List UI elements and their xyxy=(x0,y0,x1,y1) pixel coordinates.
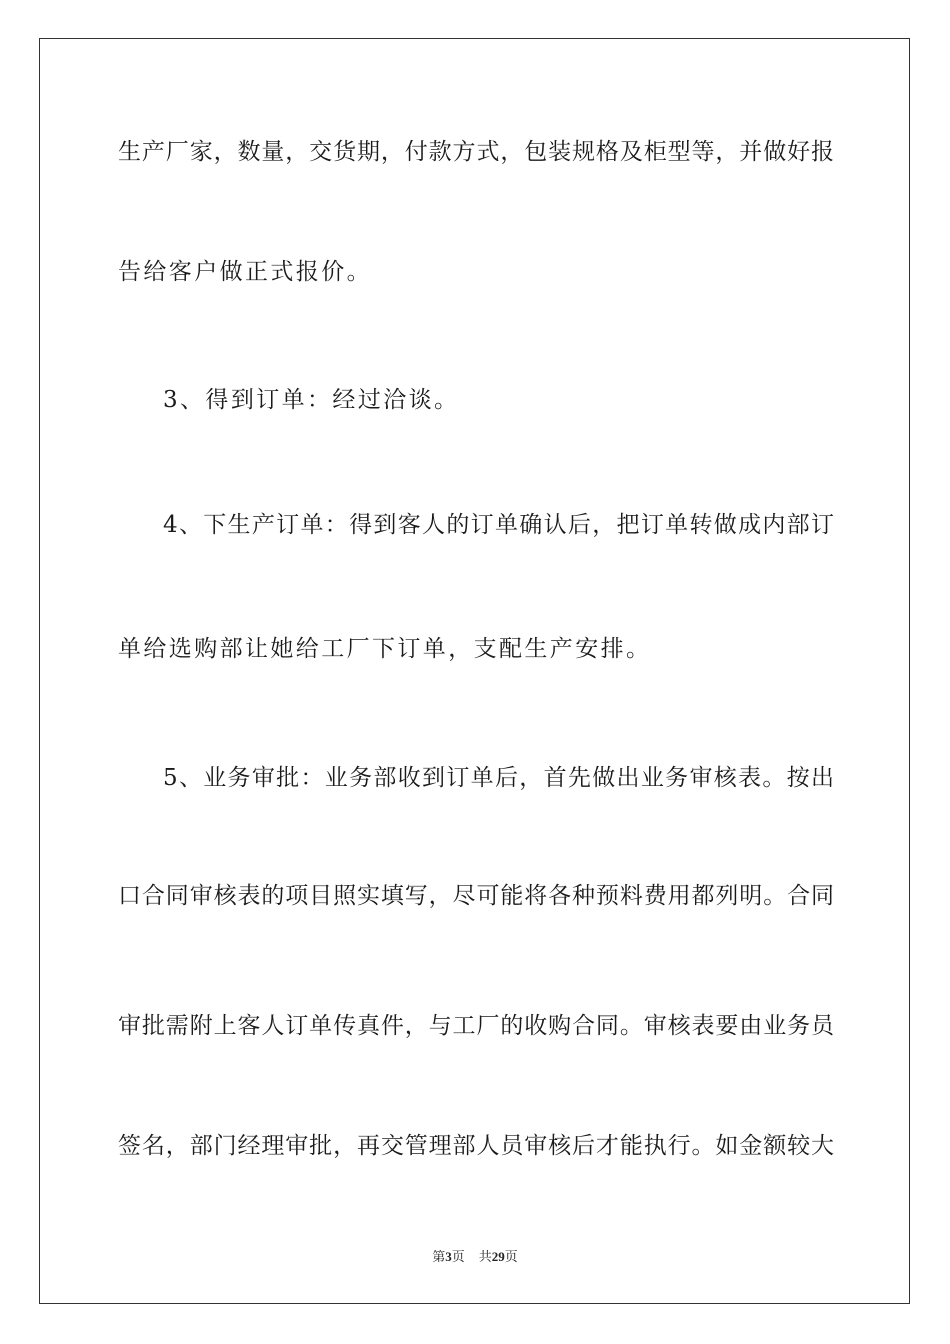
page-label-prefix: 第 xyxy=(432,1250,446,1265)
total-label-prefix: 共 xyxy=(478,1250,492,1265)
page-border xyxy=(39,38,910,1304)
paragraph-line: 单给选购部让她给工厂下订单，支配生产安排。 xyxy=(118,636,652,662)
paragraph-line: 口合同审核表的项目照实填写，尽可能将各种预料费用都列明。合同 xyxy=(118,883,834,909)
page-label-suffix: 页 xyxy=(451,1250,465,1265)
paragraph-line: 告给客户做正式报价。 xyxy=(118,259,372,285)
paragraph-line: 3、得到订单：经过洽谈。 xyxy=(163,387,460,413)
paragraph-line: 审批需附上客人订单传真件，与工厂的收购合同。审核表要由业务员 xyxy=(118,1013,834,1039)
page-footer xyxy=(0,1248,950,1267)
paragraph-line: 4、下生产订单：得到客人的订单确认后，把订单转做成内部订 xyxy=(163,512,834,538)
total-pages: 29 xyxy=(491,1249,505,1264)
page-number: 3 xyxy=(445,1249,452,1264)
paragraph-line: 签名，部门经理审批，再交管理部人员审核后才能执行。如金额较大 xyxy=(118,1133,834,1159)
paragraph-line: 生产厂家，数量，交货期，付款方式，包装规格及柜型等，并做好报 xyxy=(118,139,834,165)
total-label-suffix: 页 xyxy=(504,1250,518,1265)
paragraph-line: 5、业务审批：业务部收到订单后，首先做出业务审核表。按出 xyxy=(163,765,834,791)
